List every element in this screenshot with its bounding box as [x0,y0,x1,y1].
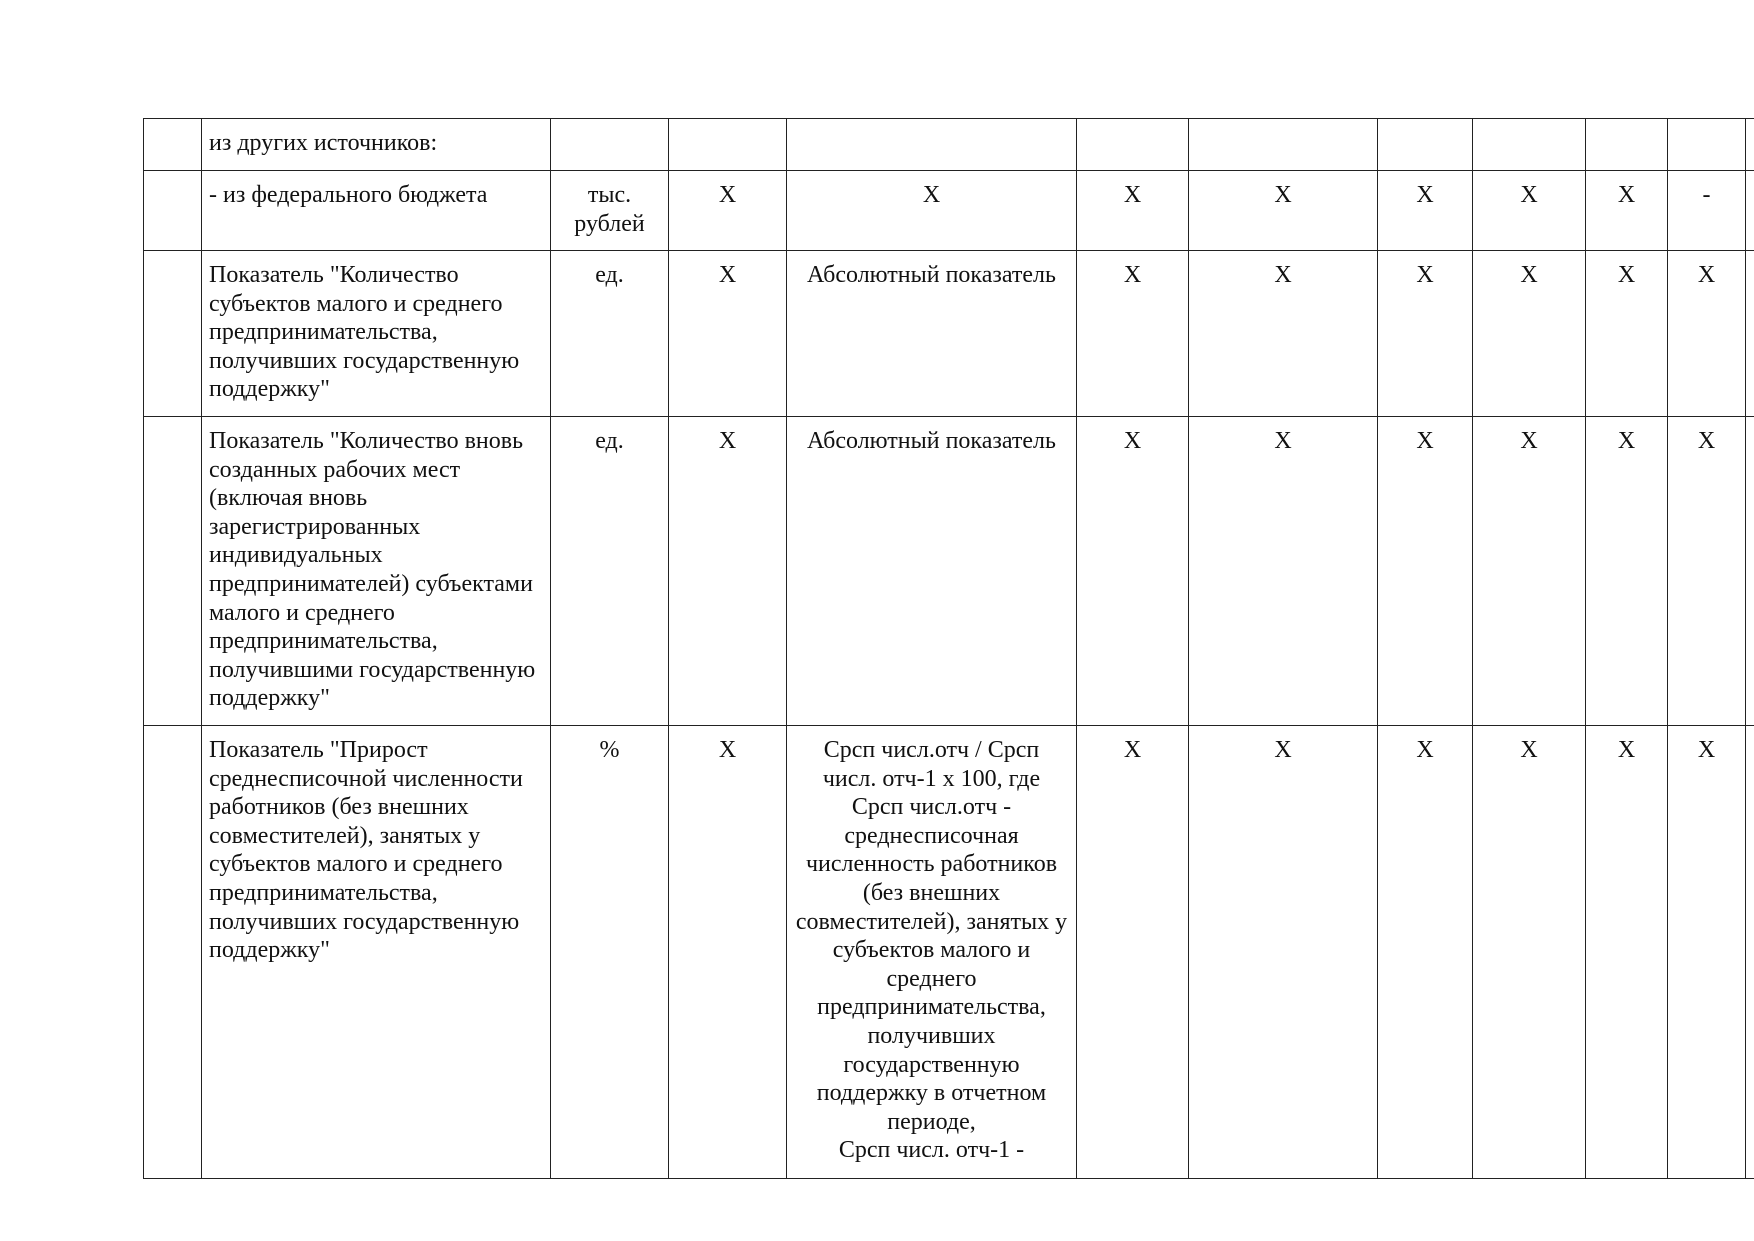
formula-cell [787,119,1077,171]
value-cell [1586,119,1668,171]
unit-cell [551,119,669,171]
unit-cell: % [551,726,669,1179]
value-cell: X [1378,726,1473,1179]
unit-cell: тыс. рублей [551,171,669,251]
value-cell: X [1473,726,1586,1179]
value-cell: X [1077,251,1189,417]
indicators-table [143,118,1754,1179]
value-cell: X [1473,417,1586,726]
value-cell: X [669,417,787,726]
value-cell: X [1189,417,1378,726]
row-number-cell [144,417,202,726]
value-cell [1378,119,1473,171]
value-cell: X [1378,251,1473,417]
indicator-name-cell: Показатель "Количество субъектов малого и среднего предпринимательства, получивших государственную поддержку" [202,251,551,417]
value-cell [1077,119,1189,171]
value-cell: X [1189,251,1378,417]
clipped-cell [1746,417,1754,726]
unit-cell: ед. [551,417,669,726]
value-cell: X [1668,726,1746,1179]
value-cell: X [1586,417,1668,726]
value-cell: X [1378,171,1473,251]
value-cell: X [1586,726,1668,1179]
value-cell: X [1378,417,1473,726]
table-row [144,171,1754,251]
value-cell: X [1077,417,1189,726]
value-cell: X [1668,251,1746,417]
value-cell: X [1077,171,1189,251]
row-number-cell [144,171,202,251]
table-row [144,417,1754,726]
formula-cell: Абсолютный показатель [787,251,1077,417]
clipped-cell [1746,119,1754,171]
value-cell: X [1077,726,1189,1179]
clipped-cell [1746,726,1754,1179]
formula-cell [787,726,1077,1179]
unit-cell: ед. [551,251,669,417]
table-row [144,726,1754,1179]
indicator-name-cell: - из федерального бюджета [202,171,551,251]
value-cell: X [1189,726,1378,1179]
value-cell: X [1189,171,1378,251]
formula-text: Срсп числ.отч / Срсп числ. отч-1 x 100, где Срсп числ.отч - среднесписочная численность работников (без внешних совместителей), занятых у субъектов малого и среднего предпринимательства, получивших государственную поддержку в отчетном периоде, [795,737,1068,1135]
value-cell: X [1473,251,1586,417]
value-cell: X [1473,171,1586,251]
value-cell: X [1668,417,1746,726]
value-cell: X [669,251,787,417]
value-cell: X [669,171,787,251]
value-cell: - [1668,171,1746,251]
value-cell: X [1586,171,1668,251]
table-row [144,251,1754,417]
value-cell [1473,119,1586,171]
row-number-cell [144,251,202,417]
value-cell: X [1586,251,1668,417]
table-row [144,119,1754,171]
indicator-name-cell: Показатель "Количество вновь созданных рабочих мест (включая вновь зарегистрированных индивидуальных предпринимателей) субъектами малого и среднего предпринимательства, получившими государственную поддержку" [202,417,551,726]
value-cell [1189,119,1378,171]
formula-cell: Абсолютный показатель [787,417,1077,726]
row-number-cell [144,726,202,1179]
formula-text-continued: Срсп числ. отч-1 - [838,1137,1025,1164]
clipped-cell [1746,171,1754,251]
value-cell [1668,119,1746,171]
value-cell [669,119,787,171]
indicator-name-cell: Показатель "Прирост среднесписочной численности работников (без внешних совместителей), занятых у субъектов малого и среднего предпринимательства, получивших государственную поддержку" [202,726,551,1179]
formula-cell: X [787,171,1077,251]
value-cell: X [669,726,787,1179]
indicator-name-cell: из других источников: [202,119,551,171]
clipped-cell [1746,251,1754,417]
row-number-cell [144,119,202,171]
